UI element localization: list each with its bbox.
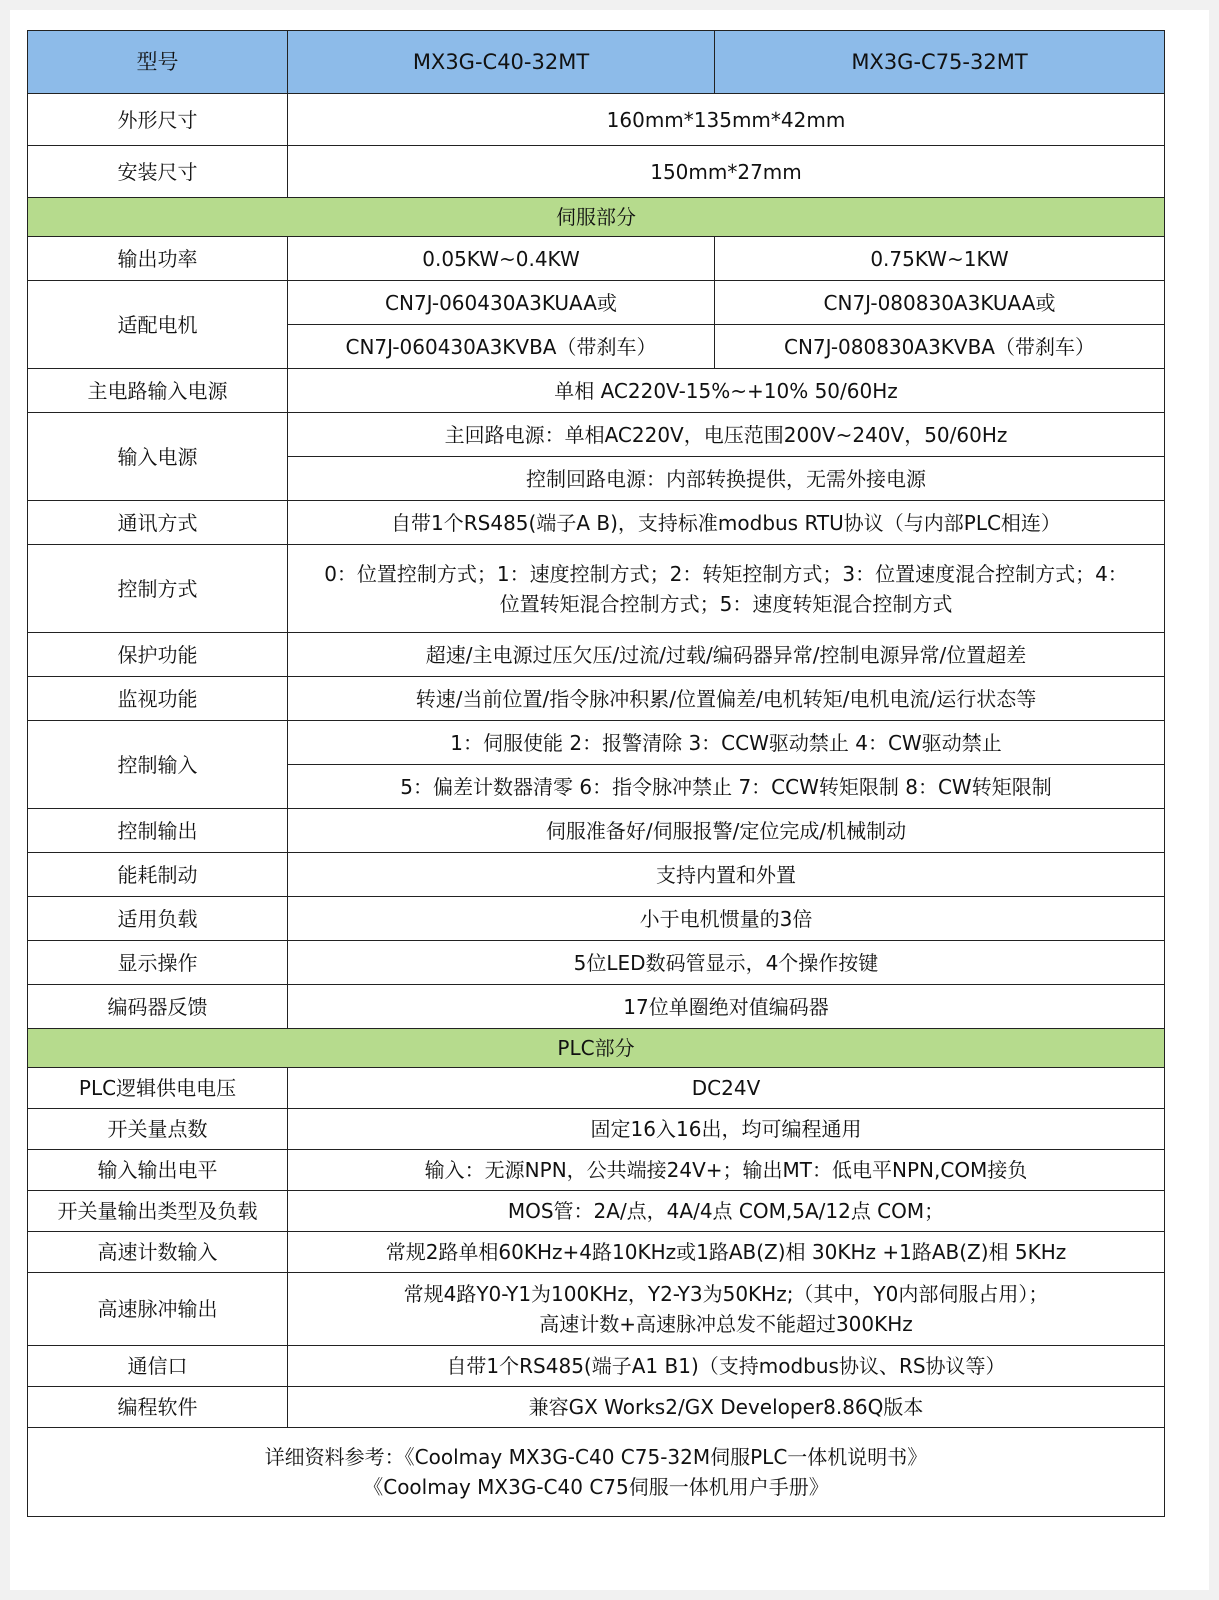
row-value-line: 高速计数+高速脉冲总发不能超过300KHz: [539, 1312, 913, 1336]
table-row: [28, 985, 1165, 1029]
table-row: [28, 1346, 1165, 1387]
section-row-plc: [28, 1029, 1165, 1068]
table-row: [28, 897, 1165, 941]
section-title: PLC部分: [28, 1029, 1165, 1068]
row-value: DC24V: [288, 1068, 1165, 1109]
row-value: 固定16入16出，均可编程通用: [288, 1109, 1165, 1150]
row-value: 自带1个RS485(端子A B)，支持标准modbus RTU协议（与内部PLC相连）: [288, 501, 1165, 545]
row-value-line: 位置转矩混合控制方式；5：速度转矩混合控制方式: [499, 591, 953, 616]
row-label: 安装尺寸: [28, 146, 288, 198]
section-row-servo: [28, 198, 1165, 237]
table-row: [28, 677, 1165, 721]
table-row: [28, 501, 1165, 545]
row-label: 显示操作: [28, 941, 288, 985]
table-row: [28, 237, 1165, 281]
row-label: 能耗制动: [28, 853, 288, 897]
row-label: 高速计数输入: [28, 1232, 288, 1273]
row-label: 外形尺寸: [28, 94, 288, 146]
row-label: 通信口: [28, 1346, 288, 1387]
table-row: [28, 1068, 1165, 1109]
table-row: [28, 1387, 1165, 1428]
row-value: 1：伺服使能 2：报警清除 3：CCW驱动禁止 4：CW驱动禁止: [288, 721, 1165, 765]
row-label: 控制方式: [28, 545, 288, 633]
row-value: MOS管：2A/点，4A/4点 COM,5A/12点 COM；: [288, 1191, 1165, 1232]
row-value: 150mm*27mm: [288, 146, 1165, 198]
row-value: 17位单圈绝对值编码器: [288, 985, 1165, 1029]
row-value-b: CN7J-080830A3KVBA（带刹车）: [715, 325, 1165, 369]
row-value-a: CN7J-060430A3KUAA或: [288, 281, 715, 325]
header-model-a: MX3G-C40-32MT: [288, 31, 715, 94]
row-label: 开关量输出类型及负载: [28, 1191, 288, 1232]
row-value-line: 0：位置控制方式；1：速度控制方式；2：转矩控制方式；3：位置速度混合控制方式；4：: [324, 561, 1128, 586]
table-row: [28, 1273, 1165, 1346]
row-label: 适用负载: [28, 897, 288, 941]
footer-line: 详细资料参考：《Coolmay MX3G-C40 C75-32M伺服PLC一体机说明书》: [264, 1445, 928, 1469]
row-value: 伺服准备好/伺服报警/定位完成/机械制动: [288, 809, 1165, 853]
row-value: 超速/主电源过压欠压/过流/过载/编码器异常/控制电源异常/位置超差: [288, 633, 1165, 677]
header-model-b: MX3G-C75-32MT: [715, 31, 1165, 94]
row-value: 自带1个RS485(端子A1 B1)（支持modbus协议、RS协议等）: [288, 1346, 1165, 1387]
row-value: 转速/当前位置/指令脉冲积累/位置偏差/电机转矩/电机电流/运行状态等: [288, 677, 1165, 721]
footer-row: [28, 1428, 1165, 1517]
row-label: 监视功能: [28, 677, 288, 721]
row-label: 高速脉冲输出: [28, 1273, 288, 1346]
table-row: [28, 281, 1165, 325]
table-row: [28, 413, 1165, 457]
row-value-a: 0.05KW~0.4KW: [288, 237, 715, 281]
row-value: 兼容GX Works2/GX Developer8.86Q版本: [288, 1387, 1165, 1428]
table-row: [28, 853, 1165, 897]
table-row: [28, 1232, 1165, 1273]
row-label: 主电路输入电源: [28, 369, 288, 413]
table-row: [28, 1150, 1165, 1191]
row-label: 输入电源: [28, 413, 288, 501]
spec-table: [27, 30, 1165, 1517]
footer-line: 《Coolmay MX3G-C40 C75伺服一体机用户手册》: [363, 1475, 829, 1499]
row-value: 控制回路电源：内部转换提供，无需外接电源: [288, 457, 1165, 501]
table-row: [28, 94, 1165, 146]
row-value: 主回路电源：单相AC220V，电压范围200V~240V，50/60Hz: [288, 413, 1165, 457]
row-label: 控制输入: [28, 721, 288, 809]
table-row: [28, 721, 1165, 765]
header-label: 型号: [28, 31, 288, 94]
row-label: 适配电机: [28, 281, 288, 369]
table-row: [28, 941, 1165, 985]
row-value: 单相 AC220V-15%~+10% 50/60Hz: [288, 369, 1165, 413]
row-label: 编程软件: [28, 1387, 288, 1428]
table-row: [28, 809, 1165, 853]
table-row: [28, 369, 1165, 413]
row-label: 输入输出电平: [28, 1150, 288, 1191]
row-label: PLC逻辑供电电压: [28, 1068, 288, 1109]
row-label: 开关量点数: [28, 1109, 288, 1150]
row-value: 常规2路单相60KHz+4路10KHz或1路AB(Z)相 30KHz +1路AB(Z)相 5KHz: [288, 1232, 1165, 1273]
row-label: 控制输出: [28, 809, 288, 853]
row-value: 小于电机惯量的3倍: [288, 897, 1165, 941]
row-label: 输出功率: [28, 237, 288, 281]
table-row: [28, 146, 1165, 198]
row-value: 5位LED数码管显示，4个操作按键: [288, 941, 1165, 985]
table-row: [28, 633, 1165, 677]
row-value: 5：偏差计数器清零 6：指令脉冲禁止 7：CCW转矩限制 8：CW转矩限制: [288, 765, 1165, 809]
section-title: 伺服部分: [28, 198, 1165, 237]
footer-note: [28, 1428, 1165, 1517]
row-label: 编码器反馈: [28, 985, 288, 1029]
row-value-b: CN7J-080830A3KUAA或: [715, 281, 1165, 325]
table-row: [28, 1191, 1165, 1232]
row-value: [288, 545, 1165, 633]
row-label: 保护功能: [28, 633, 288, 677]
row-value: [288, 1273, 1165, 1346]
header-row: [28, 31, 1165, 94]
row-value: 输入：无源NPN，公共端接24V+；输出MT：低电平NPN,COM接负: [288, 1150, 1165, 1191]
row-value-line: 常规4路Y0-Y1为100KHz，Y2-Y3为50KHz;（其中，Y0内部伺服占用）；: [403, 1282, 1049, 1306]
row-value: 160mm*135mm*42mm: [288, 94, 1165, 146]
table-row: [28, 545, 1165, 633]
row-value-b: 0.75KW~1KW: [715, 237, 1165, 281]
row-value: 支持内置和外置: [288, 853, 1165, 897]
row-value-a: CN7J-060430A3KVBA（带刹车）: [288, 325, 715, 369]
table-row: [28, 1109, 1165, 1150]
row-label: 通讯方式: [28, 501, 288, 545]
